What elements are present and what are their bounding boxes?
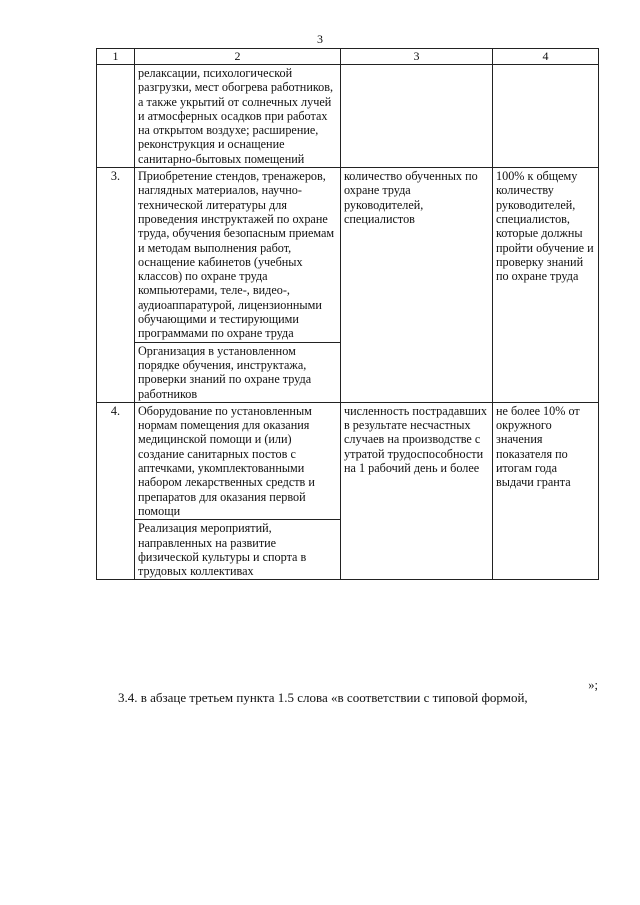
row-number-cell [97,65,135,168]
value-cell: 100% к общему количеству руководителей, специалистов, которые должны пройти обучение и проверку знаний по охране труда [493,168,599,403]
table-header-row [97,49,599,65]
page-number: 3 [317,32,323,46]
measure-cell: Организация в установленном порядке обучения, инструктажа, проверки знаний по охране труда работников [135,342,341,402]
measures-table [96,48,599,580]
indicator-cell: количество обученных по охране труда руководителей, специалистов [341,168,493,403]
row-number-cell: 4. [97,402,135,580]
indicator-cell: численность пострадавших в результате несчастных случаев на производстве с утратой трудоспособности на 1 рабочий день и более [341,402,493,580]
table-row [97,168,599,343]
header-col-3: 3 [341,49,493,65]
value-cell [493,65,599,168]
amendment-paragraph: 3.4. в абзаце третьем пункта 1.5 слова «в соответствии с типовой формой, [118,690,528,705]
header-col-1: 1 [97,49,135,65]
header-col-4: 4 [493,49,599,65]
value-cell: не более 10% от окружного значения показателя по итогам года выдачи гранта [493,402,599,580]
measure-cell: Приобретение стендов, тренажеров, наглядных материалов, научно-технической литературы для проведения инструктажей по охране труда, обучения безопасным приемам и методам выполнения работ, оснащение кабинетов (учебных классов) по охране труда компьютерами, теле-, видео-, аудиоаппаратурой, лицензионными обучающими и тестирующими программами по охране труда [135,168,341,343]
row-number-cell: 3. [97,168,135,403]
continuation-measure-cell: релаксации, психологической разгрузки, мест обогрева работников, а также укрытий от солнечных лучей и атмосферных осадков при работах на открытом воздухе; расширение, реконструкция и оснащение санитарно-бытовых помещений [135,65,341,168]
table-row [97,402,599,519]
header-col-2: 2 [135,49,341,65]
table-row-continuation [97,65,599,168]
indicator-cell [341,65,493,168]
measure-cell: Реализация мероприятий, направленных на развитие физической культуры и спорта в трудовых коллективах [135,520,341,580]
closing-quote: »; [588,678,598,692]
measure-cell: Оборудование по установленным нормам помещения для оказания медицинской помощи и (или) создание санитарных постов с аптечками, укомплектованными набором лекарственных средств и препаратов для оказания первой помощи [135,402,341,519]
